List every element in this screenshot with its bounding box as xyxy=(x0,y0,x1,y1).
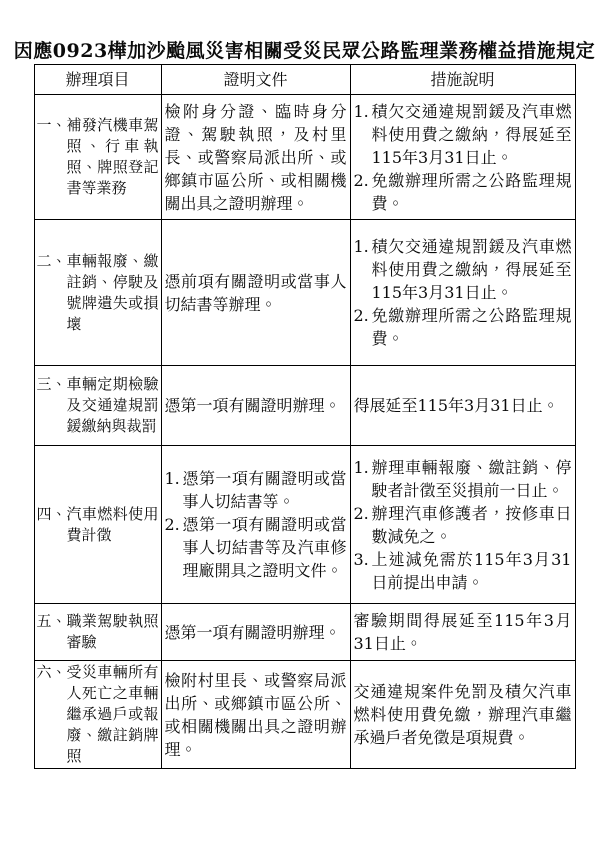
measure-list-item xyxy=(354,304,572,350)
item-cell-3 xyxy=(34,366,161,446)
list-marker: 1. xyxy=(164,469,180,488)
list-marker: 1. xyxy=(353,101,369,121)
measure-list-item xyxy=(354,502,572,548)
documents-cell-6 xyxy=(161,661,350,769)
item-number-label: 一、 xyxy=(36,116,67,134)
item-text: 受災車輛所有人死亡之車輛繼承過戶或報廢、繳註銷牌照 xyxy=(66,663,159,765)
item-text: 汽車燃料使用費計徵 xyxy=(66,504,159,544)
measure-text: 得展延至115年3月31日止。 xyxy=(353,396,559,415)
measure-list-item xyxy=(354,456,572,502)
list-marker: 2. xyxy=(353,306,369,325)
list-marker: 1. xyxy=(353,237,369,256)
item-text: 車輛報廢、繳註銷、停駛及號牌遺失或損壞 xyxy=(66,251,159,333)
list-marker: 2. xyxy=(164,515,180,534)
item-text: 車輛定期檢驗及交通違規罰鍰繳納與裁罰 xyxy=(66,375,159,435)
item-text: 補發汽機車駕照、行車執照、牌照登記書等業務 xyxy=(66,116,159,197)
item-cell-6 xyxy=(34,661,161,769)
item-number-label: 六、 xyxy=(36,663,67,681)
measure-list-item xyxy=(354,548,572,594)
measure-text: 上述減免需於115年3月31日前提出申請。 xyxy=(371,549,572,592)
documents-text: 憑第一項有關證明或當事人切結書等。 xyxy=(182,469,347,511)
measures-cell-3 xyxy=(350,366,575,446)
item-cell-1 xyxy=(34,95,161,220)
measure-text: 免繳辦理所需之公路監理規費。 xyxy=(371,170,572,213)
table-row-1 xyxy=(34,95,575,220)
measure-list-item xyxy=(354,235,572,304)
column-header-proof-documents: 證明文件 xyxy=(161,65,350,95)
item-number-label: 四、 xyxy=(36,504,67,523)
measures-cell-1 xyxy=(350,95,575,220)
documents-text: 檢附村里長、或警察局派出所、或鄉鎮市區公所、或相關機關出具之證明辦理。 xyxy=(164,670,347,759)
measures-cell-4 xyxy=(350,446,575,604)
documents-cell-3 xyxy=(161,366,350,446)
documents-text: 檢附身分證、臨時身分證、駕駛執照，及村里長、或警察局派出所、或鄉鎮市區公所、或相關機關出具之證明辦理。 xyxy=(164,101,347,213)
documents-cell-1 xyxy=(161,95,350,220)
document-list-item xyxy=(165,513,347,582)
item-number-label: 三、 xyxy=(36,375,67,393)
measure-text: 交通違規案件免罰及積欠汽車燃料使用費免繳，辦理汽車繼承過戶者免徵是項規費。 xyxy=(353,682,572,747)
document-page xyxy=(0,40,609,857)
table-row-6 xyxy=(34,661,575,769)
documents-text: 憑第一項有關證明辦理。 xyxy=(164,396,341,415)
measures-cell-6 xyxy=(350,661,575,769)
list-marker: 2. xyxy=(353,503,369,523)
list-marker: 3. xyxy=(353,549,369,569)
measure-list-item xyxy=(354,169,572,215)
table-header-row xyxy=(34,65,575,95)
documents-cell-5 xyxy=(161,604,350,661)
measures-cell-5 xyxy=(350,604,575,661)
measure-text: 審驗期間得展延至115年3月31日止。 xyxy=(353,611,572,653)
measures-cell-2 xyxy=(350,220,575,366)
documents-cell-4 xyxy=(161,446,350,604)
document-title: 因應0923樺加沙颱風災害相關受災民眾公路監理業務權益措施規定 xyxy=(13,40,596,62)
list-marker: 2. xyxy=(353,170,369,190)
table-row-4 xyxy=(34,446,575,604)
item-cell-2 xyxy=(34,220,161,366)
item-cell-5 xyxy=(34,604,161,661)
measure-text: 辦理車輛報廢、繳註銷、停駛者計徵至災損前一日止。 xyxy=(371,457,572,500)
item-number-label: 二、 xyxy=(36,251,67,270)
column-header-measure-description: 措施說明 xyxy=(350,65,575,95)
item-text: 職業駕駛執照審驗 xyxy=(66,612,159,651)
item-cell-4 xyxy=(34,446,161,604)
measure-list-item xyxy=(354,100,572,169)
column-header-handling-item: 辦理項目 xyxy=(34,65,161,95)
measure-text: 積欠交通違規罰鍰及汽車燃料使用費之繳納，得展延至115年3月31日止。 xyxy=(371,101,572,167)
measure-text: 免繳辦理所需之公路監理規費。 xyxy=(371,306,572,348)
relief-measures-table xyxy=(34,64,576,769)
documents-text: 憑第一項有關證明辦理。 xyxy=(164,622,341,642)
documents-cell-2 xyxy=(161,220,350,366)
table-row-5 xyxy=(34,604,575,661)
table-row-3 xyxy=(34,366,575,446)
list-marker: 1. xyxy=(353,457,369,477)
documents-text: 憑第一項有關證明或當事人切結書等及汽車修理廠開具之證明文件。 xyxy=(182,515,347,580)
measure-text: 辦理汽車修護者，按修車日數減免之。 xyxy=(371,503,572,546)
table-row-2 xyxy=(34,220,575,366)
document-list-item xyxy=(165,467,347,513)
measure-text: 積欠交通違規罰鍰及汽車燃料使用費之繳納，得展延至115年3月31日止。 xyxy=(371,237,572,302)
documents-text: 憑前項有關證明或當事人切結書等辦理。 xyxy=(164,271,347,314)
item-number-label: 五、 xyxy=(36,612,67,630)
